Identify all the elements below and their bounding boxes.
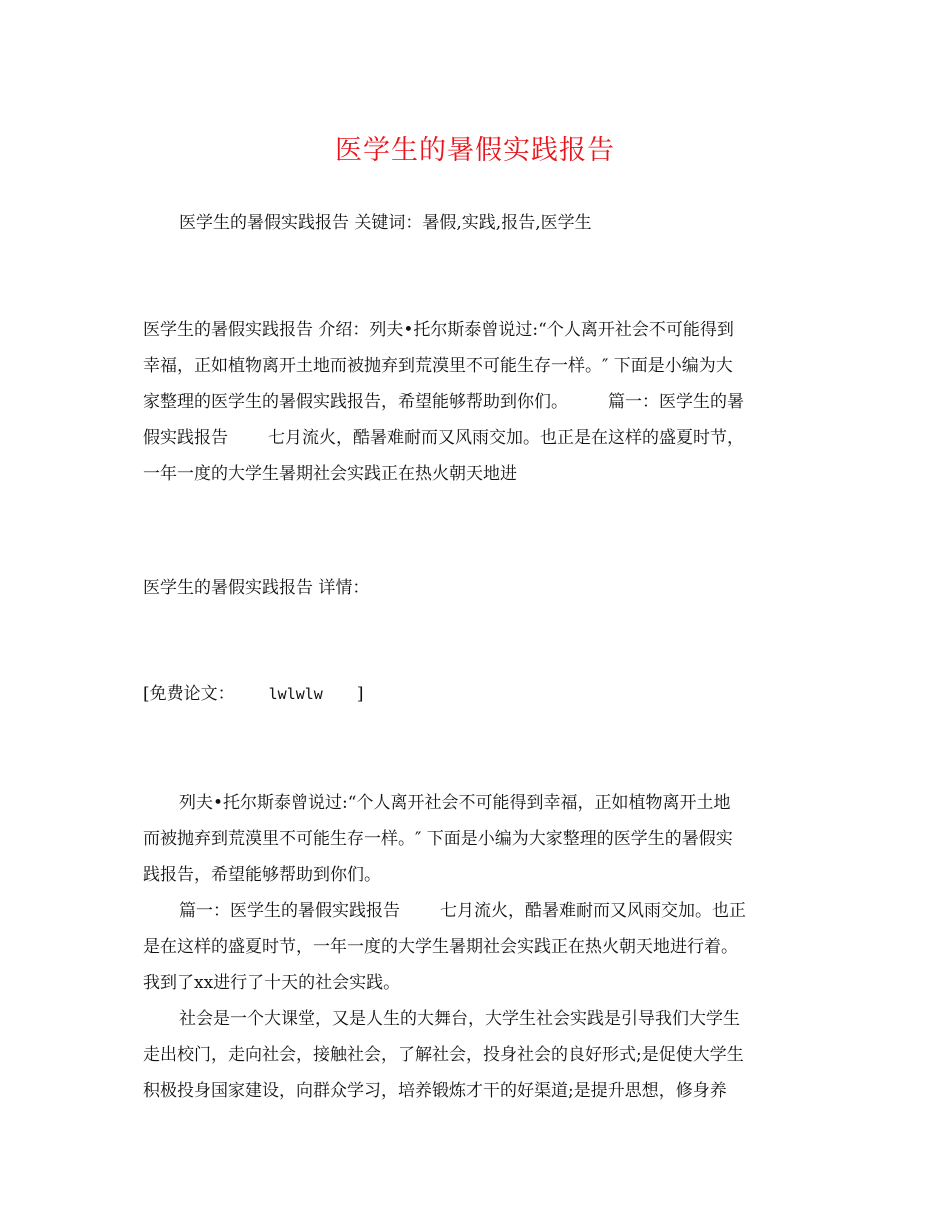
intro-line: 一年一度的大学生暑期社会实践正在热火朝天地进 xyxy=(143,464,517,484)
free-paper-code: lwlwlw xyxy=(268,685,323,703)
keywords-line: 医学生的暑假实践报告 关键词：暑假,实践,报告,医学生 xyxy=(179,213,592,233)
body-paragraph-3: 社会是一个大课堂，又是人生的大舞台，大学生社会实践是引导我们大学生 走出校门，走向社会，接触社会，了解社会，投身社会的良好形式;是促使大学生 积极投身国家建设，向群众学习，培养锻炼才干的好渠道;是提升思想，修身养 xyxy=(143,1009,744,1101)
free-paper-tag xyxy=(143,676,363,712)
free-paper-open: [免费论文： xyxy=(143,684,235,704)
intro-line: 医学生的暑假实践报告 介绍：列夫•托尔斯泰曾说过:“个人离开社会不可能得到 xyxy=(143,320,734,340)
body-paragraph-1: 列夫•托尔斯泰曾说过:“个人离开社会不可能得到幸福，正如植物离开土地 而被抛弃到荒漠里不可能生存一样。″ 下面是小编为大家整理的医学生的暑假实 践报告，希望能够帮助到你们。 xyxy=(143,793,733,885)
free-paper-close: ] xyxy=(356,684,364,704)
document-title: 医学生的暑假实践报告 xyxy=(335,135,615,166)
intro-line: 假实践报告 七月流火，酷暑难耐而又风雨交加。也正是在这样的盛夏时节， xyxy=(143,428,744,448)
intro-paragraph xyxy=(143,312,811,492)
details-label: 医学生的暑假实践报告 详情： xyxy=(143,578,370,598)
intro-line: 家整理的医学生的暑假实践报告，希望能够帮助到你们。 篇一：医学生的暑 xyxy=(143,392,744,412)
body-paragraph-2: 篇一：医学生的暑假实践报告 七月流火，酷暑难耐而又风雨交加。也正 是在这样的盛夏时节，一年一度的大学生暑期社会实践正在热火朝天地进行着。 我到了xx进行了十天的社会实践。 xyxy=(143,901,746,993)
intro-line: 幸福，正如植物离开土地而被抛弃到荒漠里不可能生存一样。″ 下面是小编为大 xyxy=(143,356,733,376)
